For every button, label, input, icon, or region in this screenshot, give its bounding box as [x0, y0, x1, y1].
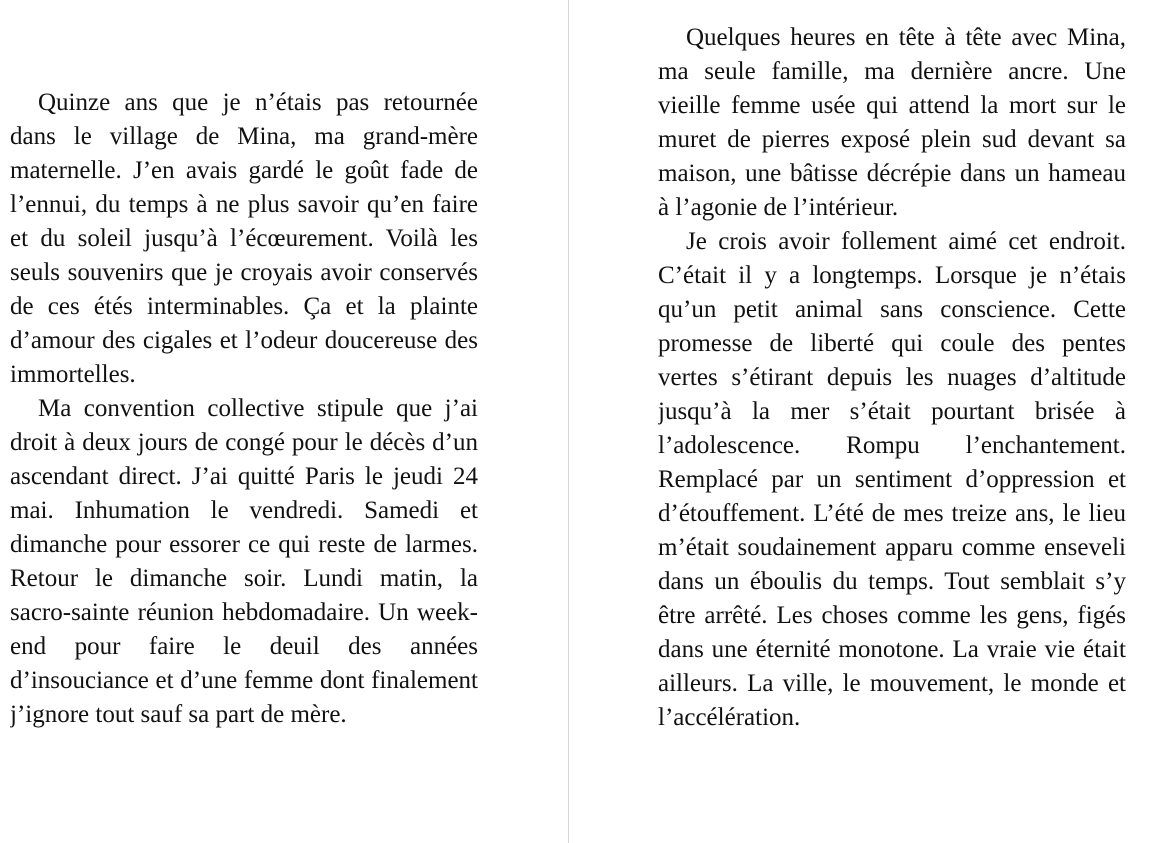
- right-paragraph-1: Quelques heures en tête à tête avec Mina, ma seule famille, ma dernière ancre. Une vieille femme usée qui attend la mort sur le muret de pierres exposé plein sud devant sa maison, une bâtisse décrépie dans un hameau à l’agonie de l’intérieur.: [658, 24, 1126, 221]
- left-page: [10, 0, 478, 843]
- right-paragraph-2: Je crois avoir follement aimé cet endroit. C’était il y a longtemps. Lorsque je n’étais qu’un petit animal sans conscience. Cette promesse de liberté qui coule des pentes vertes s’étirant depuis les nuages d’altitude jusqu’à la mer s’était pourtant brisée à l’adolescence. Rompu l’enchantement. Remplacé par un sentiment d’oppression et d’étouffement. L’été de mes treize ans, le lieu m’était soudainement apparu comme enseveli dans un éboulis du temps. Tout semblait s’y être arrêté. Les choses comme les gens, figés dans une éternité monotone. La vraie vie était ailleurs. La ville, le mouvement, le monde et l’accélération.: [658, 228, 1126, 731]
- page-gutter-divider: [568, 0, 569, 843]
- right-page-text: [658, 0, 1126, 735]
- left-paragraph-1: Quinze ans que je n’étais pas retournée dans le village de Mina, ma grand-mère maternelle. J’en avais gardé le goût fade de l’ennui, du temps à ne plus savoir qu’en faire et du soleil jusqu’à l’écœurement. Voilà les seuls souvenirs que je croyais avoir conservés de ces étés interminables. Ça et la plainte d’amour des cigales et l’odeur doucereuse des immortelles.: [10, 89, 478, 388]
- right-page: [658, 0, 1126, 843]
- left-paragraph-2: Ma convention collective stipule que j’ai droit à deux jours de congé pour le décès d’un ascendant direct. J’ai quitté Paris le jeudi 24 mai. Inhumation le vendredi. Samedi et dimanche pour essorer ce qui reste de larmes. Retour le dimanche soir. Lundi matin, la sacro-sainte réunion hebdomadaire. Un week-end pour faire le deuil des années d’insouciance et d’une femme dont finalement j’ignore tout sauf sa part de mère.: [10, 395, 478, 728]
- left-page-text: [10, 0, 478, 732]
